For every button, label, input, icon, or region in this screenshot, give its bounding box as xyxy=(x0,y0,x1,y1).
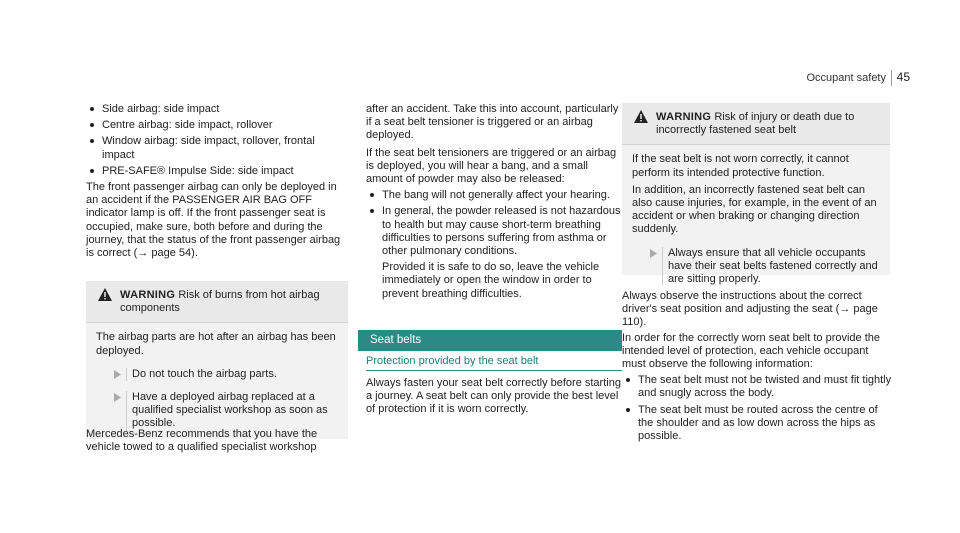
warning-text: The airbag parts are hot after an airbag has been deployed. xyxy=(96,331,336,357)
seat-belt-paragraph: Always fasten your seat belt correctly before starting a journey. A seat belt can only provide the best level of protection if it is worn correctly. xyxy=(366,377,621,416)
seat-belt-bullet-list xyxy=(622,374,892,443)
section-title-seat-belts xyxy=(358,330,622,351)
warning-label: WARNING xyxy=(656,111,712,123)
warning-box-burns xyxy=(86,281,348,439)
warning-text: In addition, an incorrectly fastened seat belt can also cause injuries, for example, in the event of an accident or when braking or changing direction suddenly. xyxy=(632,183,877,236)
passenger-airbag-paragraph: The front passenger airbag can only be deployed in an accident if the PASSENGER AIR BAG OFF indicator lamp is off. If the front passenger seat is occupied, make sure, both before and during the journey, that the status of the front passenger airbag is correct (→ page 54). xyxy=(86,181,341,260)
column-1 xyxy=(86,103,348,260)
warning-subtitle: Risk of injury or death due to incorrectly fastened seat belt xyxy=(656,111,855,137)
seat-position-paragraph: Always observe the instructions about the correct driver's seat position and adjusting the seat (→ page 110). xyxy=(622,290,878,329)
list-item: The bang will not generally affect your hearing. xyxy=(366,189,622,202)
subheading xyxy=(366,355,622,371)
action-divider xyxy=(126,368,127,381)
warning-body xyxy=(86,323,348,438)
powder-bullet-list xyxy=(366,189,622,258)
column-3 xyxy=(622,290,892,446)
section-title: Seat belts xyxy=(370,334,422,346)
list-item: The seat belt must be routed across the centre of the shoulder and as low down across the hips as possible. xyxy=(622,404,892,444)
list-item: The seat belt must not be twisted and must fit tightly and snugly across the body. xyxy=(622,374,892,400)
recommendation-paragraph: Mercedes-Benz recommends that you have the vehicle towed to a qualified specialist workshop xyxy=(86,428,318,454)
action-item xyxy=(96,391,338,431)
list-item: Centre airbag: side impact, rollover xyxy=(86,119,348,132)
play-arrow-icon xyxy=(114,393,121,402)
warning-text: If the seat belt is not worn correctly, it cannot perform its intended protective function. xyxy=(632,153,849,179)
action-text: Have a deployed airbag replaced at a qualified specialist workshop as soon as possible. xyxy=(132,391,328,430)
action-text: Always ensure that all vehicle occupants have their seat belts fastened correctly and are sitting properly. xyxy=(668,246,878,286)
airbag-bullet-list xyxy=(86,103,348,178)
warning-triangle-icon xyxy=(634,110,648,123)
column-2 xyxy=(366,103,622,301)
tensioner-paragraph: If the seat belt tensioners are triggered or an airbag is deployed, you will hear a bang, and a small amount of powder may also be released: xyxy=(366,146,617,186)
list-item: Window airbag: side impact, rollover, frontal impact xyxy=(86,135,348,161)
action-divider xyxy=(126,391,127,431)
header-divider xyxy=(891,70,892,86)
indented-paragraph: Provided it is safe to do so, leave the vehicle immediately or open the window in order to prevent breathing difficulties. xyxy=(382,261,600,300)
warning-body xyxy=(622,145,890,294)
list-item: PRE-SAFE® Impulse Side: side impact xyxy=(86,165,348,178)
play-arrow-icon xyxy=(650,249,657,258)
action-divider xyxy=(662,247,663,287)
warning-subtitle: Risk of burns from hot airbag components xyxy=(120,289,320,315)
warning-triangle-icon xyxy=(98,288,112,301)
protection-paragraph: In order for the correctly worn seat belt to provide the intended level of protection, each vehicle occupant must observe the following information: xyxy=(622,331,881,371)
subheading-text: Protection provided by the seat belt xyxy=(366,355,539,367)
warning-label: WARNING xyxy=(120,289,176,301)
warning-header xyxy=(622,103,890,145)
section-name: Occupant safety xyxy=(806,72,886,84)
action-text: Do not touch the airbag parts. xyxy=(132,367,277,380)
page-number: 45 xyxy=(896,70,910,84)
list-item: Side airbag: side impact xyxy=(86,103,348,116)
list-item: In general, the powder released is not hazardous to health but may cause short-term breathing difficulties to persons suffering from asthma or other pulmonary conditions. xyxy=(366,205,622,258)
warning-header xyxy=(86,281,348,323)
page-header xyxy=(740,70,920,86)
action-item xyxy=(96,368,338,381)
accident-paragraph: after an accident. Take this into account, particularly if a seat belt tensioner is triggered or an airbag deployed. xyxy=(366,103,619,142)
play-arrow-icon xyxy=(114,370,121,379)
warning-box-seat-belt xyxy=(622,103,890,286)
action-item xyxy=(632,247,880,287)
